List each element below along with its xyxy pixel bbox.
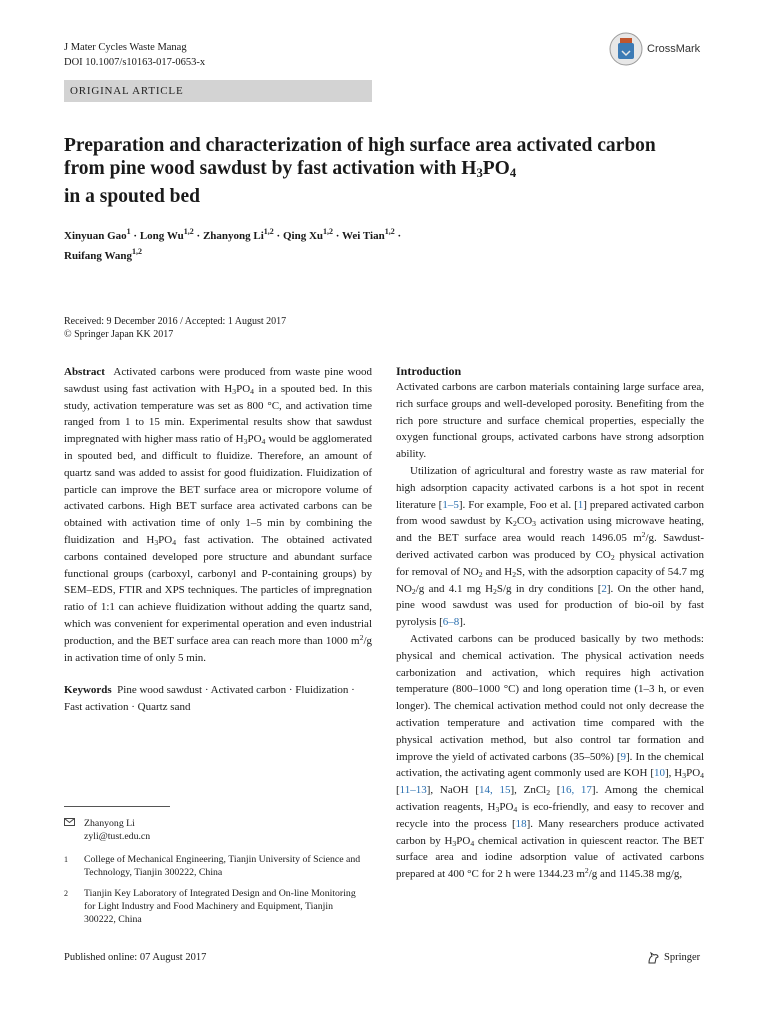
keywords-label: Keywords [64,684,112,697]
author[interactable]: Qing Xu$^{1,2}$ [282,227,334,242]
doi[interactable]: DOI 10.1007/s10163-017-0653-x [64,57,206,68]
envelope-icon [64,817,84,843]
affiliation [64,887,364,926]
received-accepted: Received: 9 December 2016 / Accepted: 1 August 2017 [64,316,287,327]
publisher-logo [646,950,700,964]
title-subscript: 4 [509,166,517,180]
affiliation-text: Tianjin Key Laboratory of Integrated Design and On-line Monitoring for Light Industry and Food Machinery and Equipment, Tianjin 300222, China [84,888,356,925]
author-list: Xinyuan Gao$^1$ · Long Wu$^{1,2}$ · Zhanyong Li$^{1,2}$ · Qing Xu$^{1,2}$ · Wei Tian$^{1,2}$ · Ruifang Wang$^{1,2}$ [64,227,402,262]
title-text: PO [482,158,510,179]
crossmark-badge[interactable] [609,32,700,66]
abstract-text: Abstract Activated carbons were produced from waste pine wood sawdust using fast activation with $H_3PO_4$ in a spouted bed. In this study, activation temperature was set as 800 °C, and activation time ranged from 1 to 15 min. Experimental results show that sawdust impregnated with higher mass ratio of $H_3PO_4$ would be agglomerated in spouted bed, and difficult to fluidize. Therefore, an amount of quartz sand was added to assist for good fluidization. Fluidization of particle can improve the BET surface area or micropore volume of activated carbons. High BET surface area activated carbons can be obtained with activation time of only 1–5 min by combining the fluidization and $H_3PO_4$ fast activation. The obtained activated carbons contained developed pore structure and abundant surface functional groups (carboxyl, carbonyl and P-containing groups) by SEM–EDS, FTIR and XPS techniques. The particles of impregnation ratio of 1:1 can achieve fluidization without adding the quartz sand, which was convenient for experimental operation and even industrial production, and the BET surface area can reach more than 1000 $m^2/g$ in activation time of only 5 min. [64,366,372,664]
keywords-list: Pine wood sawdust · Activated carbon · Fluidization · Fast activation · Quartz sand [64,684,355,714]
publisher-name: Springer [664,951,701,963]
title-text: in a spouted bed [64,186,201,207]
footnote-divider [64,806,170,807]
keywords [64,682,372,716]
affiliation-text: College of Mechanical Engineering, Tianjin University of Science and Technology, Tianjin 300222, China [84,854,361,878]
affiliation [64,853,364,879]
journal-info [64,40,205,70]
intro-paragraph: Utilization of agricultural and forestry waste as raw material for high adsorption capacity activated carbons is a hot spot in recent literature [1–5]. For example, Foo et al. [1] prepared activated carbon from wood sawdust by $K_2CO_3$ activation using microwave heating, and the BET surface area would reach 1496.05 $m^2/g$. Sawdust-derived activated carbon was produced by $CO_2$ physical activation for removal of $NO_2$ and $H_2S$, with the adsorption capacity of 54.7 mg $NO_2/g$ and 4.1 mg $H_2S/g$ in dry conditions [2]. On the other hand, pine wood sawdust was used for production of bio-oil by fast pyrolysis [6–8]. [396,464,705,629]
article-type-banner: ORIGINAL ARTICLE [64,80,372,102]
abstract-label: Abstract [64,366,105,378]
affiliation-number: 1 [64,855,68,864]
title-text: Preparation and characterization of high surface area activated carbon from pine wood sawdust by fast activation with H [64,135,656,179]
crossmark-icon [609,32,643,66]
introduction-heading: Introduction [396,364,462,378]
author[interactable]: Long Wu$^{1,2}$ [139,227,194,242]
journal-name: J Mater Cycles Waste Manag [64,42,187,53]
springer-horse-icon [646,950,660,964]
intro-paragraph: Activated carbons can be produced basically by two methods: physical and chemical activation. The physical activation needs carbonization and activation, which requires high activation temperature (800–1000 °C) and long operation time (1–3 h, or even longer). The chemical activation method could not only decrease the activation temperature and activation time compared with the physical activation method, but also control tar formation and improve the yield of activated carbons (35–50%) [9]. In the chemical activation, the activating agent commonly used are KOH [10], $H_3PO_4$ [11–13], NaOH [14, 15], ZnCl$_2$ [16, 17]. Among the chemical activation reagents, $H_3PO_4$ is eco-friendly, and easy to recover and recycle into the process [18]. Many researchers produce activated carbon by $H_3PO_4$ chemical activation in quiescent reactor. The BET surface area and iodine adsorption value of activated carbons prepared at 400 °C for 2 h were 1344.23 $m^2/g$ and 1145.38 mg/g, [396,632,705,881]
footnotes [64,817,364,934]
published-online: Published online: 07 August 2017 [64,952,207,963]
author[interactable]: Ruifang Wang$^{1,2}$ [64,247,142,262]
author[interactable]: Wei Tian$^{1,2}$ [342,227,395,242]
paper-title [64,134,674,208]
corresponding-author [64,817,364,843]
author[interactable]: Xinyuan Gao$^1$ [64,227,131,242]
corresponding-email[interactable]: zyli@tust.edu.cn [84,831,151,842]
corresponding-name: Zhanyong Li [84,818,135,829]
crossmark-label: CrossMark [647,43,701,55]
author[interactable]: Zhanyong Li$^{1,2}$ [202,227,274,242]
publication-dates [64,315,286,341]
intro-paragraph: Activated carbons are carbon materials containing large surface area, rich surface groups and well-developed porosity. Benefiting from the rich pore structure and surface chemical properties, especially the oxygen functional groups, activated carbons have strong adsorption ability. [396,381,704,461]
title-subscript: 3 [476,166,483,180]
affiliation-number: 2 [64,889,68,898]
introduction-column [396,364,704,883]
copyright: © Springer Japan KK 2017 [64,329,174,340]
abstract-column [64,364,372,716]
